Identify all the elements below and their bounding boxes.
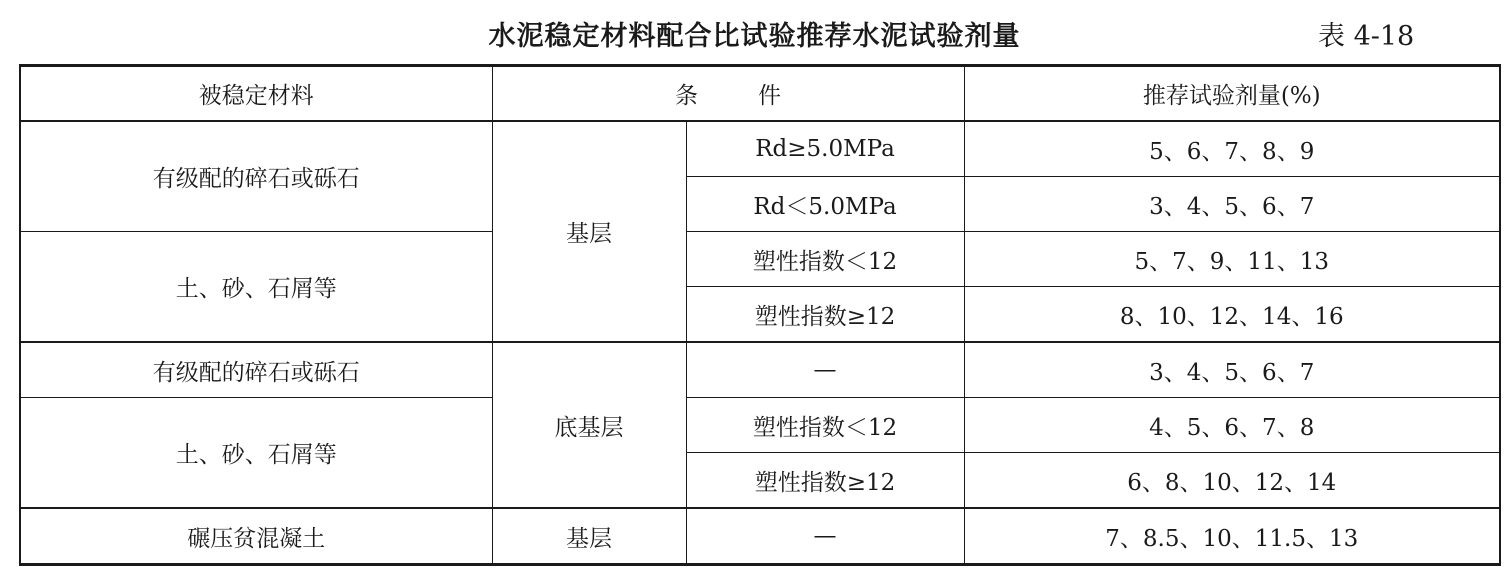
table-row [20,342,1500,398]
dosage-cell: 5、7、9、11、13 [964,232,1500,287]
header-material: 被稳定材料 [20,66,492,122]
condition-cell: 塑性指数＜12 [686,398,964,453]
condition-cell: — [686,342,964,398]
header-dosage: 推荐试验剂量(%) [964,66,1500,122]
layer-cell: 基层 [492,508,686,565]
material-cell: 有级配的碎石或砾石 [20,342,492,398]
material-cell: 有级配的碎石或砾石 [20,121,492,232]
condition-cell: — [686,508,964,565]
table-title: 水泥稳定材料配合比试验推荐水泥试验剂量 [488,21,1021,52]
dosage-cell: 5、6、7、8、9 [964,121,1500,177]
dosage-cell: 3、4、5、6、7 [964,177,1500,232]
dosage-cell: 8、10、12、14、16 [964,287,1500,343]
dosage-cell: 3、4、5、6、7 [964,342,1500,398]
dosage-cell: 4、5、6、7、8 [964,398,1500,453]
dosage-cell: 6、8、10、12、14 [964,453,1500,509]
dosage-table [19,64,1501,566]
material-cell: 土、砂、石屑等 [20,398,492,509]
condition-cell: Rd＜5.0MPa [686,177,964,232]
condition-cell: Rd≥5.0MPa [686,121,964,177]
condition-cell: 塑性指数≥12 [686,453,964,509]
condition-cell: 塑性指数＜12 [686,232,964,287]
table-number: 表 4-18 [1318,21,1415,52]
table-row [20,232,1500,287]
dosage-cell: 7、8.5、10、11.5、13 [964,508,1500,565]
table-row [20,398,1500,453]
table-header-row [20,66,1500,122]
table-row [20,121,1500,177]
header-condition: 条件 [492,66,964,122]
material-cell: 碾压贫混凝土 [20,508,492,565]
layer-cell: 基层 [492,121,686,342]
layer-cell: 底基层 [492,342,686,508]
material-cell: 土、砂、石屑等 [20,232,492,343]
table-row [20,508,1500,565]
condition-cell: 塑性指数≥12 [686,287,964,343]
